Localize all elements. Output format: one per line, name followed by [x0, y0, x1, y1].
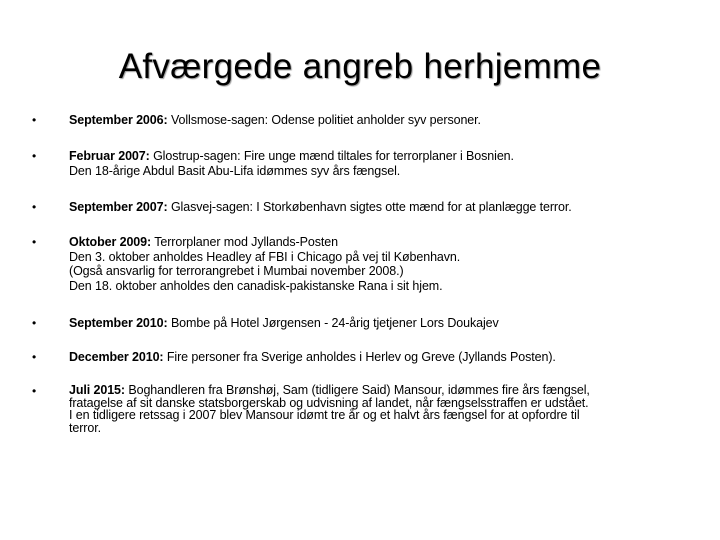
list-item-content [69, 350, 695, 365]
list-item-lead: September 2006: [69, 113, 168, 127]
list-item-line: terror. [69, 420, 101, 435]
list-item-content [69, 200, 695, 215]
list-item-text: Glasvej-sagen: I Storkøbenhavn sigtes otte mænd for at planlægge terror. [170, 200, 572, 214]
list-item-content [69, 149, 695, 178]
list-item-content [69, 384, 695, 434]
list-item-content [69, 113, 695, 128]
list-item-lead: Juli 2015: [69, 383, 125, 397]
list-item-text: Boghandleren fra Brønshøj, Sam (tidligere Said) Mansour, idømmes fire års fængsel, [128, 383, 590, 397]
bullet-dot-icon: • [32, 235, 37, 249]
list-item-line [69, 149, 695, 164]
slide-title: Afværgede angreb herhjemme [118, 47, 602, 86]
list-item-content [69, 316, 695, 331]
list-item-lead: December 2010: [69, 350, 164, 364]
list-item-line [69, 384, 695, 397]
list-item-line: Den 18. oktober anholdes den canadisk-pakistanske Rana i sit hjem. [69, 278, 443, 293]
list-item-text: Glostrup-sagen: Fire unge mænd tiltales for terrorplaner i Bosnien. [153, 149, 514, 163]
list-item-line: fratagelse af sit danske statsborgerskab og udvisning af landet, når fængselsstraffen er udstået. [69, 395, 589, 410]
list-item-lead: Februar 2007: [69, 149, 150, 163]
list-item-lead: Oktober 2009: [69, 235, 152, 249]
list-item-line [69, 200, 695, 215]
list-item-lead: September 2010: [69, 316, 168, 330]
list-item-line [69, 316, 695, 331]
bullet-dot-icon: • [32, 200, 37, 214]
bullet-dot-icon: • [32, 113, 37, 127]
list-item-line: Den 18-årige Abdul Basit Abu-Lifa idømmes syv års fængsel. [69, 163, 401, 178]
list-item-line [69, 113, 695, 128]
list-item-text: Vollsmose-sagen: Odense politiet anholder syv personer. [170, 113, 481, 127]
list-item-line [69, 235, 695, 250]
list-item-line: Den 3. oktober anholdes Headley af FBI i Chicago på vej til København. [69, 249, 461, 264]
list-item-text: Fire personer fra Sverige anholdes i Herlev og Greve (Jyllands Posten). [166, 350, 556, 364]
list-item-line: I en tidligere retssag i 2007 blev Mansour idømt tre år og et halvt års fængsel for at opfordre til [69, 408, 580, 422]
list-item-text: Bombe på Hotel Jørgensen - 24-årig tjetjener Lors Doukajev [170, 316, 499, 330]
bullet-dot-icon: • [32, 350, 37, 364]
list-item-text: Terrorplaner mod Jyllands-Posten [154, 235, 338, 249]
list-item-content [69, 235, 695, 293]
bullet-dot-icon: • [32, 316, 37, 330]
list-item-line [69, 350, 695, 365]
list-item-line: (Også ansvarlig for terrorangrebet i Mumbai november 2008.) [69, 264, 404, 278]
bullet-dot-icon: • [32, 149, 37, 163]
bullet-dot-icon: • [32, 384, 37, 398]
list-item-lead: September 2007: [69, 200, 168, 214]
